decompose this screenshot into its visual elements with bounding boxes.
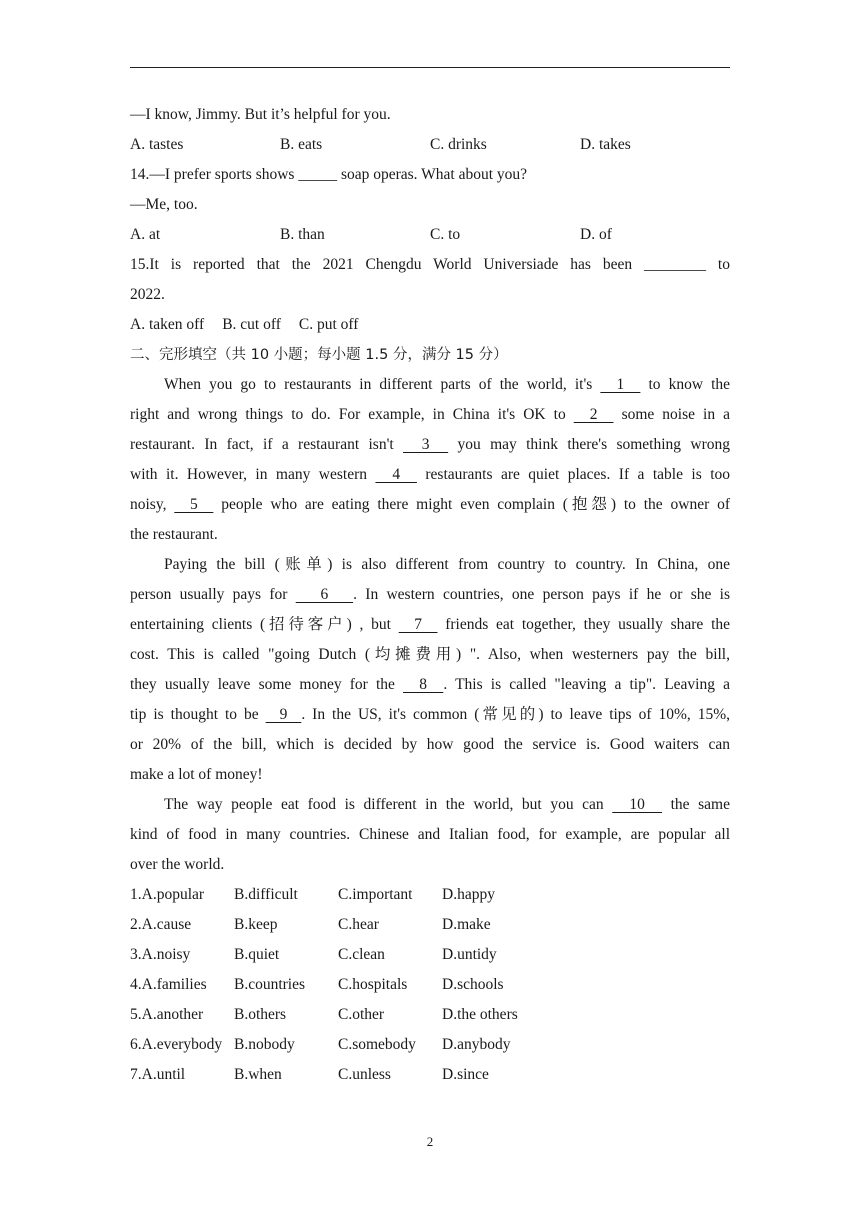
cloze-option: C.hospitals <box>338 976 408 993</box>
cloze-option: 3.A.noisy <box>130 946 191 963</box>
passage-text: make a lot of money! <box>130 766 263 783</box>
q13-reply: —I know, Jimmy. But it’s helpful for you. <box>130 106 391 123</box>
blank-number: 9 <box>265 706 302 723</box>
passage-text: Paying the bill (账单) is also different from country to country. In China, one <box>164 556 730 573</box>
passage-line <box>130 730 730 760</box>
cloze-option-row <box>130 970 730 1000</box>
page-number: 2 <box>426 1134 434 1149</box>
cloze-option: D.anybody <box>442 1036 511 1053</box>
passage-line <box>130 820 730 850</box>
cloze-option: 4.A.families <box>130 976 207 993</box>
passage-line <box>130 850 730 880</box>
cloze-option: B.keep <box>234 916 278 933</box>
passage-text: entertaining clients (招待客户) , but <box>130 616 399 633</box>
passage-text: people who are eating there might even complain (抱怨) to the owner of <box>213 496 730 513</box>
passage-text: you may think there's something wrong <box>448 436 730 453</box>
passage-line <box>130 520 730 550</box>
cloze-option: C.somebody <box>338 1036 416 1053</box>
cloze-option: 2.A.cause <box>130 916 192 933</box>
passage-text: tip is thought to be <box>130 706 266 723</box>
passage-text: restaurant. In fact, if a restaurant isn't <box>130 436 404 453</box>
cloze-option: 7.A.until <box>130 1066 186 1083</box>
passage-line <box>130 760 730 790</box>
passage-text: restaurants are quiet places. If a table is too <box>416 466 730 483</box>
passage-line <box>130 670 730 700</box>
passage-text: . This is called "leaving a tip". Leaving a <box>443 676 730 693</box>
option-b: B. cut off <box>222 316 281 333</box>
passage-text: The way people eat food is different in the world, but you can <box>164 796 613 813</box>
passage-text: cost. This is called "going Dutch (均摊费用) ". Also, when westerners pay the bill, <box>130 646 730 663</box>
passage-line <box>130 580 730 610</box>
passage-line <box>130 790 730 820</box>
q15-stem-line2: 2022. <box>130 286 165 303</box>
option-d: D. takes <box>580 136 631 153</box>
blank-number: 10 <box>612 796 663 813</box>
passage-line <box>130 490 730 520</box>
passage-text: When you go to restaurants in different parts of the world, it's <box>164 376 601 393</box>
cloze-option-row <box>130 910 730 940</box>
cloze-option: B.difficult <box>234 886 298 903</box>
cloze-option: B.quiet <box>234 946 280 963</box>
cloze-option: D.happy <box>442 886 495 903</box>
passage-text: or 20% of the bill, which is decided by how good the service is. Good waiters can <box>130 736 730 753</box>
cloze-option: D.schools <box>442 976 504 993</box>
blank-number: 4 <box>375 466 417 483</box>
passage-text: person usually pays for <box>130 586 296 603</box>
passage-paragraph-2 <box>130 550 730 790</box>
option-b: B. than <box>280 226 325 243</box>
cloze-option: 5.A.another <box>130 1006 204 1023</box>
blank-number: 6 <box>295 586 354 603</box>
cloze-option: B.countries <box>234 976 306 993</box>
cloze-option: D.since <box>442 1066 489 1083</box>
passage-paragraph-1 <box>130 370 730 550</box>
cloze-option-row <box>130 1000 730 1030</box>
cloze-option: D.make <box>442 916 491 933</box>
passage-text: . In western countries, one person pays if he or she is <box>353 586 730 603</box>
passage-line <box>130 700 730 730</box>
cloze-option: 1.A.popular <box>130 886 205 903</box>
option-a: A. taken off <box>130 316 205 333</box>
cloze-option: D.the others <box>442 1006 518 1023</box>
passage-paragraph-3 <box>130 790 730 880</box>
cloze-option-row <box>130 1060 730 1090</box>
blank-number: 5 <box>174 496 214 513</box>
option-c: C. put off <box>298 316 359 333</box>
header-rule <box>130 67 730 68</box>
passage-line <box>130 370 730 400</box>
cloze-option: B.when <box>234 1066 282 1083</box>
passage-text: with it. However, in many western <box>130 466 376 483</box>
blank-number: 8 <box>403 676 444 693</box>
cloze-option: B.others <box>234 1006 287 1023</box>
cloze-option: C.hear <box>338 916 379 933</box>
option-c: C. to <box>430 226 461 243</box>
cloze-option: C.unless <box>338 1066 391 1083</box>
blank-number: 2 <box>573 406 614 423</box>
cloze-option: D.untidy <box>442 946 497 963</box>
passage-text: kind of food in many countries. Chinese and Italian food, for example, are popular all <box>130 826 730 843</box>
section-title: 二、完形填空（共 10 小题；每小题 1.5 分，满分 15 分） <box>130 347 508 363</box>
passage-line <box>130 550 730 580</box>
q15-stem-line1: 15.It is reported that the 2021 Chengdu World Universiade has been ________ to <box>130 256 730 273</box>
option-b: B. eats <box>280 136 323 153</box>
cloze-options <box>130 880 730 1090</box>
passage-line <box>130 400 730 430</box>
q14-stem: 14.—I prefer sports shows _____ soap operas. What about you? <box>130 166 528 183</box>
cloze-option-row <box>130 1030 730 1060</box>
passage-text: over the world. <box>130 856 225 873</box>
option-c: C. drinks <box>430 136 487 153</box>
passage-text: noisy, <box>130 496 175 513</box>
cloze-option-row <box>130 880 730 910</box>
passage-line <box>130 460 730 490</box>
cloze-option: B.nobody <box>234 1036 295 1053</box>
blank-number: 1 <box>600 376 641 393</box>
q13-options <box>130 130 730 160</box>
cloze-option: C.other <box>338 1006 385 1023</box>
blank-number: 7 <box>398 616 438 633</box>
passage-text: the same <box>662 796 730 813</box>
passage-line <box>130 610 730 640</box>
blank-number: 3 <box>403 436 449 453</box>
page-content <box>130 100 730 1090</box>
cloze-option: C.clean <box>338 946 385 963</box>
cloze-option: C.important <box>338 886 413 903</box>
passage-text: . In the US, it's common (常见的) to leave tips of 10%, 15%, <box>301 706 731 723</box>
passage-text: right and wrong things to do. For example, in China it's OK to <box>130 406 574 423</box>
passage-text: the restaurant. <box>130 526 218 543</box>
passage-text: they usually leave some money for the <box>130 676 404 693</box>
cloze-option: 6.A.everybody <box>130 1036 223 1053</box>
option-d: D. of <box>580 226 612 243</box>
passage-line <box>130 430 730 460</box>
passage-text: friends eat together, they usually share the <box>437 616 731 633</box>
q14-reply: —Me, too. <box>130 196 198 213</box>
passage-text: some noise in a <box>613 406 730 423</box>
option-a: A. at <box>130 226 161 243</box>
option-a: A. tastes <box>130 136 184 153</box>
passage-line <box>130 640 730 670</box>
q15-options <box>130 310 730 340</box>
passage-text: to know the <box>640 376 731 393</box>
cloze-option-row <box>130 940 730 970</box>
q14-options <box>130 220 730 250</box>
